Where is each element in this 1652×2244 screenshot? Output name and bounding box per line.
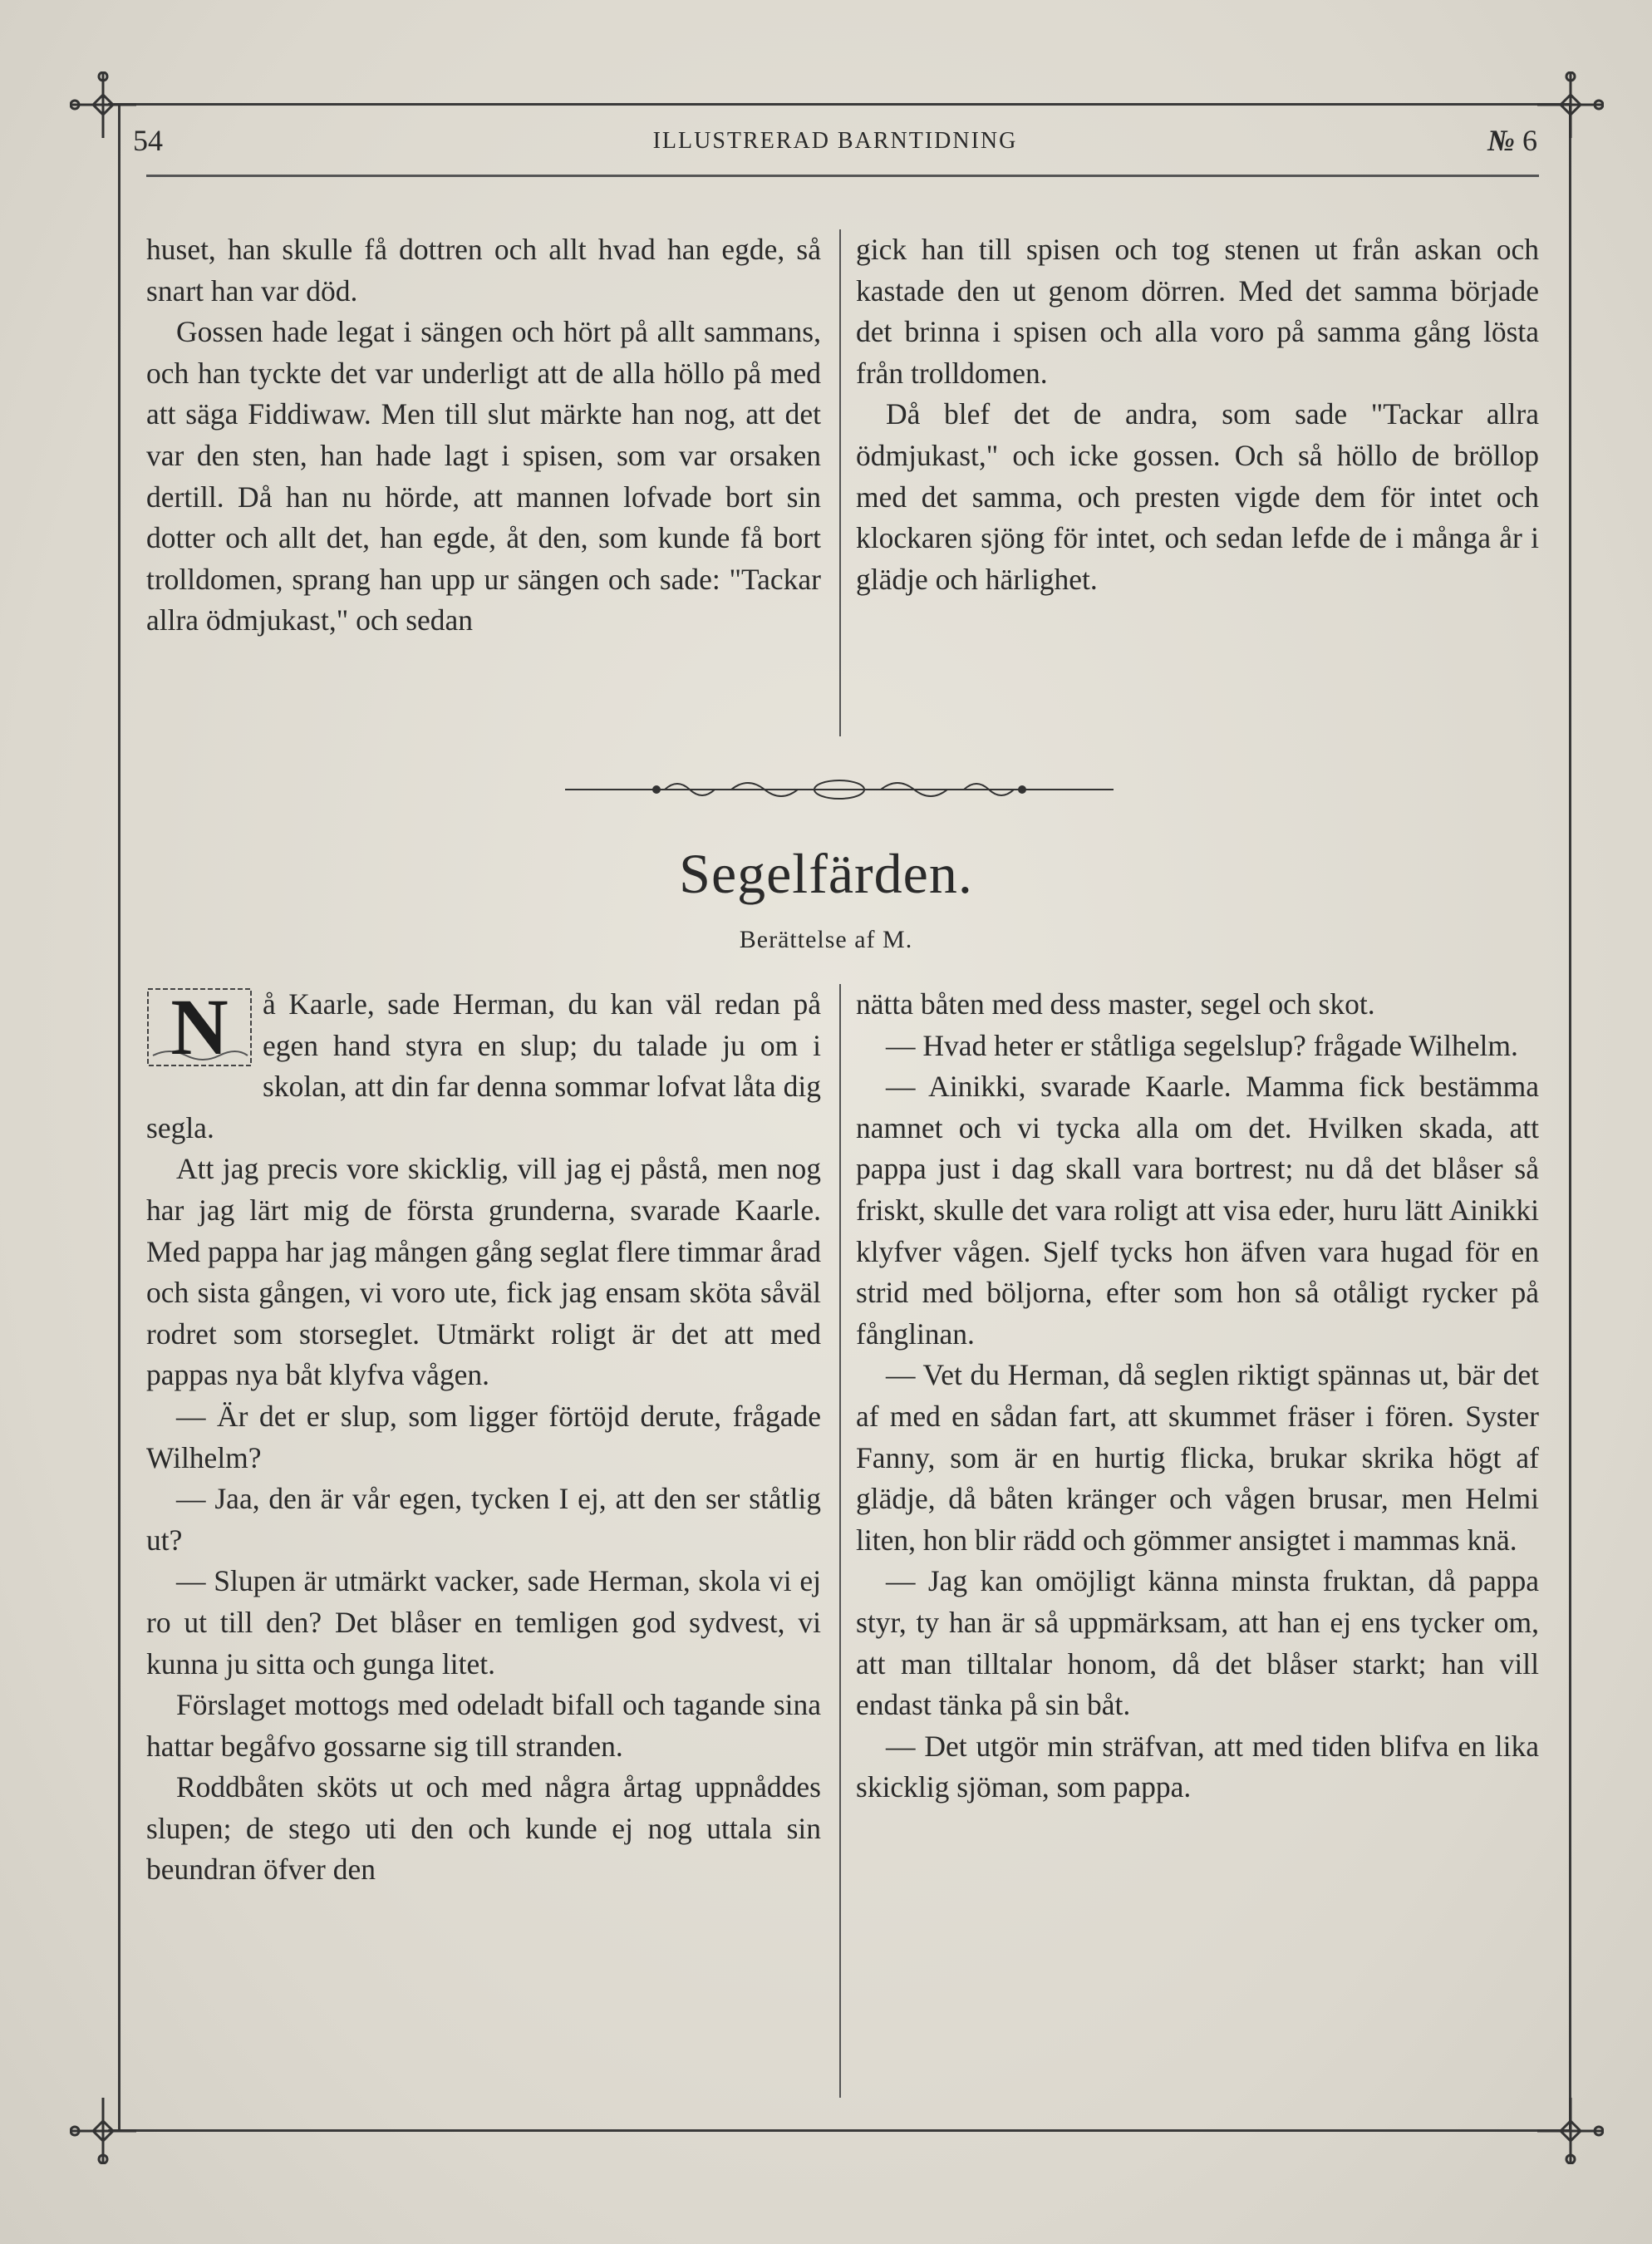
page-number: 54 [133,124,163,157]
story-byline: Berättelse af M. [739,926,913,953]
paragraph: Gossen hade legat i sängen och hört på allt sammans, och han tyckte det var underligt att de alla höllo på med att säga Fiddiwaw. Men till slut märkte han nog, att det var den sten, han hade lagt i spisen, som var orsaken dertill. Då han nu hörde, att mannen lofvade bort sin dotter och allt det, han egde, åt den, som kunde få bort trolldomen, sprang han upp ur sängen och sade: "Tackar allra ödmjukast," och sedan [146,315,821,637]
paragraph: å Kaarle, sade Herman, du kan väl redan på egen hand styra en slup; du talade ju om i skolan, att din far denna sommar lofvat låta dig segla. [146,987,821,1144]
paragraph: — Jag kan omöjligt känna minsta fruktan, då pappa styr, ty han är så uppmärksam, att han ej ens tycker om, att man tilltalar honom, då det blåser starkt; han vill endast tänka på sin båt. [856,1564,1539,1722]
drop-cap-letter: N [170,987,229,1067]
issue-number [1487,123,1537,158]
paragraph: huset, han skulle få dottren och allt hvad han egde, så snart han var död. [146,233,821,308]
column-divider [839,984,841,2098]
paragraph: — Slupen är utmärkt vacker, sade Herman, skola vi ej ro ut till den? Det blåser en temligen god sydvest, vi kunna ju sitta och gunga litet. [146,1564,821,1681]
paragraph: Då blef det de andra, som sade "Tackar allra ödmjukast," och icke gossen. Och så höllo de bröllop med det samma, och presten vigde dem för intet och klockaren sjöng för intet, och sedan lefde de i många år i glädje och härlighet. [856,397,1539,596]
top-right-column [856,229,1539,600]
paragraph: Att jag precis vore skicklig, vill jag ej påstå, men nog har jag lärt mig de första grunderna, svarade Kaarle. Med pappa har jag mången gång seglat flere timmar årad och sista gången, vi voro ute, fick jag ensam sköta såväl rodret som storseglet. Utmärkt roligt är det att med pappas nya båt klyfva vågen. [146,1152,821,1392]
paragraph: — Ainikki, svarade Kaarle. Mamma fick bestämma namnet och vi tycka alla om det. Hvilken skada, att pappa just i dag skall vara bortrest; nu då det blåser så friskt, skulle det vara roligt att visa eder, huru lätt Ainikki klyfver vågen. Sjelf tycks hon äfven vara hugad för en strid med böljorna, efter som hon så otåligt rycker på fånglinan. [856,1070,1539,1351]
frame-right-line [1569,103,1571,2131]
bottom-right-column [856,984,1539,1808]
header-rule [146,175,1539,177]
decorated-initial [146,987,253,1067]
frame-top-line [108,103,1571,106]
paragraph: — Vet du Herman, då seglen riktigt spännas ut, bär det af med en sådan fart, att skummet fräser i fören. Syster Fanny, som är en hurtig flicka, brukar skrika högt af glädje, då båten kränger och vågen brusar, men Helmi liten, hon blir rädd och gömmer ansigtet i mammas knä. [856,1358,1539,1557]
corner-ornament-icon [1537,71,1604,138]
corner-ornament-icon [1537,2098,1604,2164]
running-header [133,123,1537,160]
paragraph: — Jaa, den är vår egen, tycken I ej, att den ser ståtlig ut? [146,1482,821,1557]
paragraph: Förslaget mottogs med odeladt bifall och tagande sina hattar begåfvo gossarne sig till stranden. [146,1688,821,1763]
column-divider [839,229,841,736]
frame-left-line [118,103,120,2131]
issue-digit: 6 [1522,124,1537,157]
corner-ornament-icon [70,2098,136,2164]
running-head-title: ILLUSTRERAD BARNTIDNING [652,128,1018,154]
paragraph: Roddbåten sköts ut och med några årtag uppnåddes slupen; de stego uti den och kunde ej nog uttala sin beundran öfver den [146,1770,821,1887]
paragraph: — Hvad heter er ståtliga segelslup? frågade Wilhelm. [886,1028,1518,1062]
paragraph: — Är det er slup, som ligger förtöjd derute, frågade Wilhelm? [146,1399,821,1474]
frame-bottom-line [108,2129,1571,2132]
paragraph: — Det utgör min sträfvan, att med tiden blifva en lika skicklig sjöman, som pappa. [856,1729,1539,1804]
corner-ornament-icon [70,71,136,138]
issue-prefix: № [1487,124,1515,157]
paragraph: nätta båten med dess master, segel och skot. [856,987,1375,1021]
drop-cap-icon [146,987,253,1067]
story-title: Segelfärden. [679,842,973,905]
bottom-left-column [146,984,821,1891]
top-left-column [146,229,821,642]
ornamental-divider-icon [565,773,1114,806]
paragraph: gick han till spisen och tog stenen ut från askan och kastade den ut genom dörren. Med det samma började det brinna i spisen och alla voro på samma gång lösta från trolldomen. [856,233,1539,390]
